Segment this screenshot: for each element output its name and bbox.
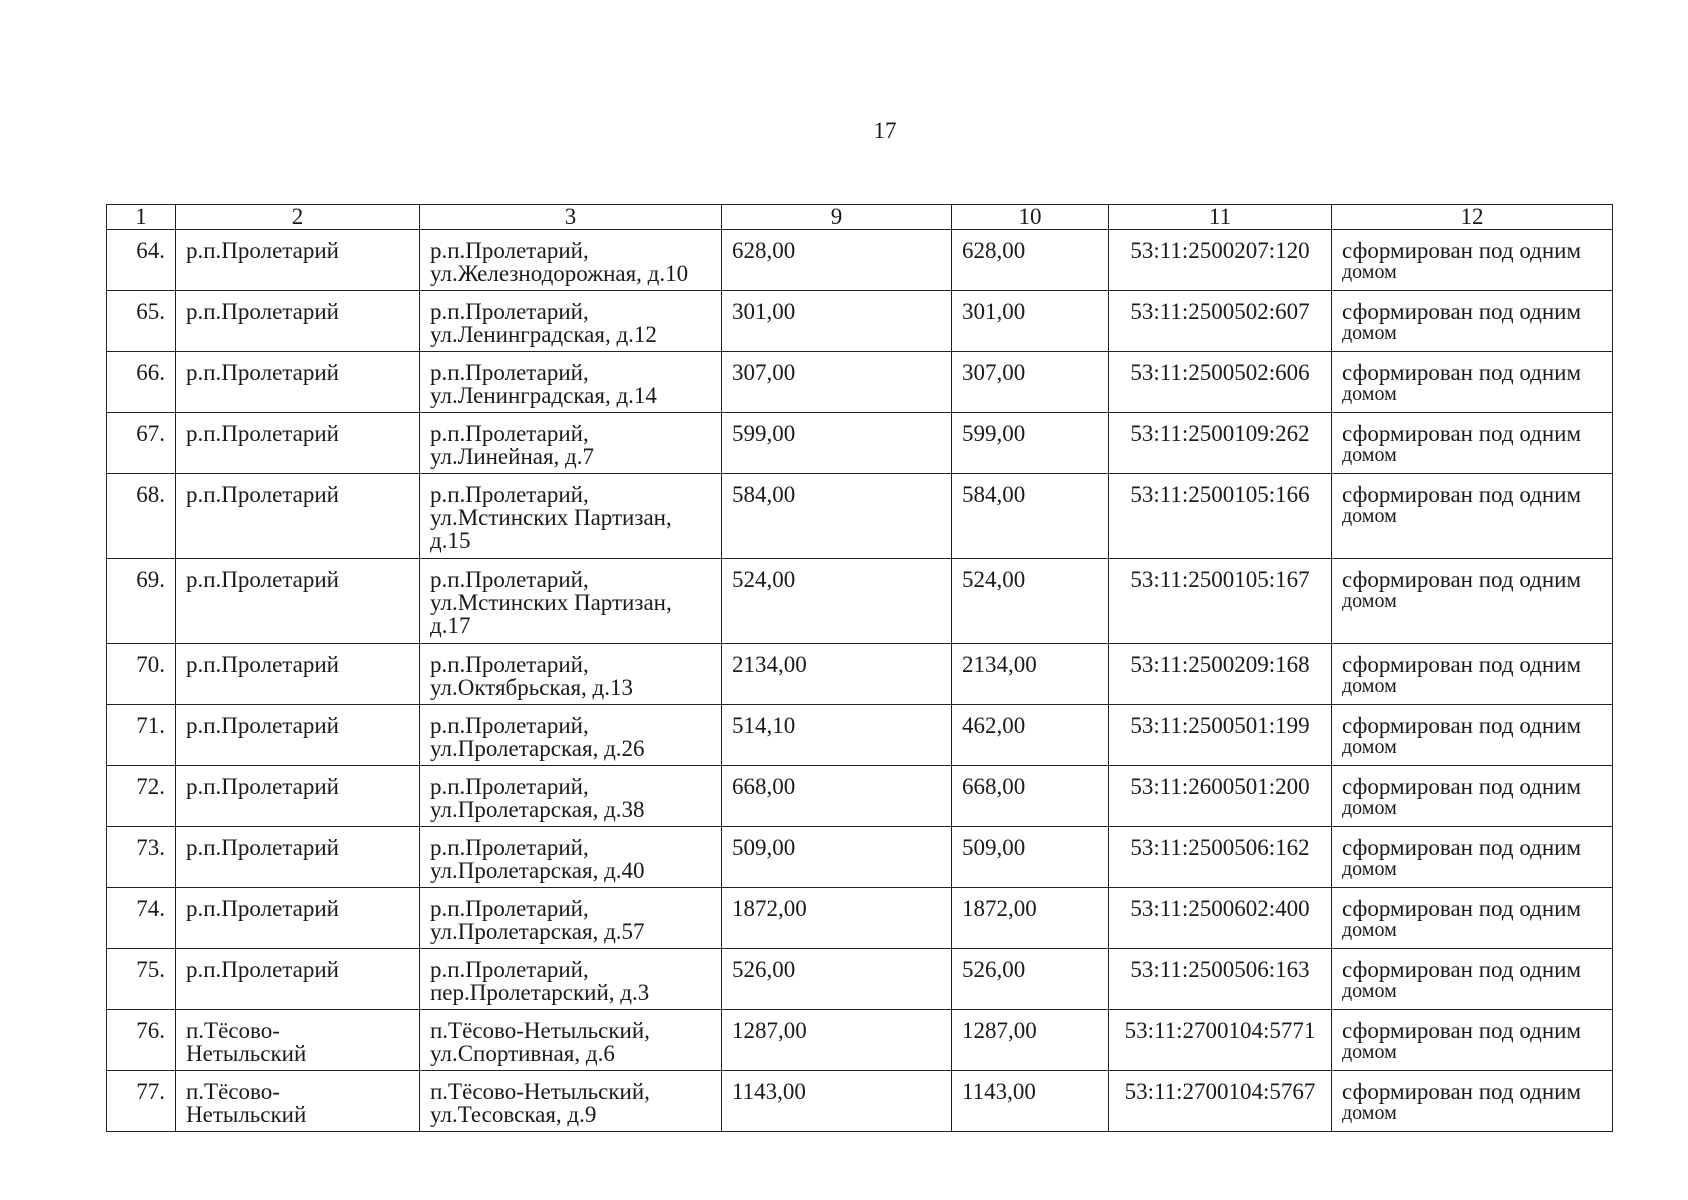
address-cell (420, 827, 722, 888)
column-header: 11 (1109, 205, 1332, 230)
settlement-line: р.п.Пролетарий (186, 360, 339, 385)
settlement-cell (176, 413, 420, 474)
address-cell (420, 766, 722, 827)
area-col9: 584,00 (722, 474, 952, 559)
status-cell (1332, 766, 1613, 827)
address-cell (420, 888, 722, 949)
address-cell (420, 1071, 722, 1132)
column-header: 3 (420, 205, 722, 230)
settlement-line: п.Тёсово- (186, 1018, 280, 1043)
address-line: р.п.Пролетарий, (430, 299, 589, 324)
row-number: 72. (107, 766, 176, 827)
address-cell (420, 644, 722, 705)
status-line: сформирован под одним (1342, 421, 1582, 446)
address-line: ул.Пролетарская, д.40 (430, 858, 645, 883)
status-cell (1332, 413, 1613, 474)
address-line: п.Тёсово-Нетыльский, (430, 1018, 650, 1043)
status-line: сформирован под одним (1342, 1079, 1582, 1104)
cadastral-number: 53:11:2500501:199 (1109, 705, 1332, 766)
area-col10: 526,00 (952, 949, 1109, 1010)
area-col10: 307,00 (952, 352, 1109, 413)
column-header: 9 (722, 205, 952, 230)
settlement-line: р.п.Пролетарий (186, 238, 339, 263)
area-col9: 1143,00 (722, 1071, 952, 1132)
address-line: ул.Ленинградская, д.14 (430, 383, 657, 408)
status-line: домом (1342, 322, 1397, 344)
area-col10: 668,00 (952, 766, 1109, 827)
address-line: пер.Пролетарский, д.3 (430, 980, 650, 1005)
address-cell (420, 352, 722, 413)
area-col10: 301,00 (952, 291, 1109, 352)
status-line: сформирован под одним (1342, 360, 1582, 385)
status-line: домом (1342, 675, 1397, 697)
address-cell (420, 230, 722, 291)
area-col10: 628,00 (952, 230, 1109, 291)
row-number: 70. (107, 644, 176, 705)
address-line: ул.Пролетарская, д.38 (430, 797, 645, 822)
status-line: домом (1342, 858, 1397, 880)
address-cell (420, 559, 722, 644)
settlement-cell (176, 1010, 420, 1071)
area-col10: 462,00 (952, 705, 1109, 766)
address-cell (420, 1010, 722, 1071)
address-line: п.Тёсово-Нетыльский, (430, 1079, 650, 1104)
table-row (107, 644, 1613, 705)
settlement-line: р.п.Пролетарий (186, 299, 339, 324)
area-col10: 599,00 (952, 413, 1109, 474)
cadastral-number: 53:11:2500506:162 (1109, 827, 1332, 888)
row-number: 74. (107, 888, 176, 949)
status-cell (1332, 1010, 1613, 1071)
table-row (107, 1071, 1613, 1132)
cadastral-number: 53:11:2700104:5767 (1109, 1071, 1332, 1132)
status-line: домом (1342, 797, 1397, 819)
area-col10: 1143,00 (952, 1071, 1109, 1132)
status-line: сформирован под одним (1342, 652, 1582, 677)
cadastral-number: 53:11:2500506:163 (1109, 949, 1332, 1010)
settlement-cell (176, 1071, 420, 1132)
status-line: домом (1342, 1102, 1397, 1124)
address-line: ул.Октябрьская, д.13 (430, 675, 633, 700)
table-row (107, 766, 1613, 827)
area-col9: 1872,00 (722, 888, 952, 949)
area-col9: 509,00 (722, 827, 952, 888)
address-cell (420, 705, 722, 766)
settlement-cell (176, 230, 420, 291)
table-row (107, 230, 1613, 291)
column-header: 10 (952, 205, 1109, 230)
status-line: сформирован под одним (1342, 482, 1582, 507)
status-cell (1332, 888, 1613, 949)
land-plots-table (106, 204, 1613, 1132)
settlement-cell (176, 644, 420, 705)
row-number: 69. (107, 559, 176, 644)
address-line: р.п.Пролетарий, (430, 835, 589, 860)
status-line: домом (1342, 505, 1397, 527)
status-line: сформирован под одним (1342, 774, 1582, 799)
table-row (107, 949, 1613, 1010)
address-cell (420, 949, 722, 1010)
settlement-cell (176, 474, 420, 559)
area-col9: 514,10 (722, 705, 952, 766)
area-col9: 524,00 (722, 559, 952, 644)
settlement-line: Нетыльский (186, 1102, 307, 1127)
status-line: сформирован под одним (1342, 1018, 1582, 1043)
status-line: домом (1342, 444, 1397, 466)
address-line: р.п.Пролетарий, (430, 482, 589, 507)
table-row (107, 291, 1613, 352)
table-row (107, 888, 1613, 949)
address-line: р.п.Пролетарий, (430, 360, 589, 385)
settlement-cell (176, 291, 420, 352)
cadastral-number: 53:11:2500207:120 (1109, 230, 1332, 291)
status-line: домом (1342, 1041, 1397, 1063)
row-number: 66. (107, 352, 176, 413)
status-cell (1332, 827, 1613, 888)
settlement-cell (176, 352, 420, 413)
status-cell (1332, 352, 1613, 413)
area-col10: 584,00 (952, 474, 1109, 559)
table-header-row (107, 205, 1613, 230)
table-row (107, 474, 1613, 559)
address-line: д.15 (430, 528, 471, 553)
area-col9: 526,00 (722, 949, 952, 1010)
area-col9: 301,00 (722, 291, 952, 352)
address-line: ул.Мстинских Партизан, (430, 505, 672, 530)
cadastral-number: 53:11:2500109:262 (1109, 413, 1332, 474)
area-col10: 1287,00 (952, 1010, 1109, 1071)
row-number: 73. (107, 827, 176, 888)
address-cell (420, 291, 722, 352)
table-row (107, 352, 1613, 413)
row-number: 76. (107, 1010, 176, 1071)
status-line: сформирован под одним (1342, 299, 1582, 324)
cadastral-number: 53:11:2500105:166 (1109, 474, 1332, 559)
column-header: 2 (176, 205, 420, 230)
address-line: ул.Линейная, д.7 (430, 444, 594, 469)
area-col10: 1872,00 (952, 888, 1109, 949)
settlement-cell (176, 766, 420, 827)
settlement-cell (176, 949, 420, 1010)
cadastral-number: 53:11:2500209:168 (1109, 644, 1332, 705)
cadastral-number: 53:11:2600501:200 (1109, 766, 1332, 827)
status-line: домом (1342, 736, 1397, 758)
address-line: р.п.Пролетарий, (430, 567, 589, 592)
address-line: ул.Пролетарская, д.26 (430, 736, 645, 761)
settlement-cell (176, 559, 420, 644)
settlement-cell (176, 705, 420, 766)
row-number: 68. (107, 474, 176, 559)
settlement-cell (176, 888, 420, 949)
status-line: сформирован под одним (1342, 567, 1582, 592)
cadastral-number: 53:11:2500502:607 (1109, 291, 1332, 352)
address-line: ул.Пролетарская, д.57 (430, 919, 645, 944)
address-line: р.п.Пролетарий, (430, 652, 589, 677)
address-line: р.п.Пролетарий, (430, 713, 589, 738)
status-line: домом (1342, 919, 1397, 941)
address-line: ул.Спортивная, д.6 (430, 1041, 615, 1066)
status-cell (1332, 1071, 1613, 1132)
status-cell (1332, 559, 1613, 644)
address-cell (420, 474, 722, 559)
column-header: 1 (107, 205, 176, 230)
table-row (107, 1010, 1613, 1071)
address-line: р.п.Пролетарий, (430, 957, 589, 982)
table-row (107, 705, 1613, 766)
row-number: 71. (107, 705, 176, 766)
cadastral-number: 53:11:2700104:5771 (1109, 1010, 1332, 1071)
status-line: сформирован под одним (1342, 713, 1582, 738)
cadastral-number: 53:11:2500502:606 (1109, 352, 1332, 413)
settlement-line: Нетыльский (186, 1041, 307, 1066)
address-line: ул.Ленинградская, д.12 (430, 322, 657, 347)
address-line: ул.Мстинских Партизан, (430, 590, 672, 615)
status-line: домом (1342, 590, 1397, 612)
address-line: р.п.Пролетарий, (430, 896, 589, 921)
address-line: д.17 (430, 613, 471, 638)
address-cell (420, 413, 722, 474)
settlement-line: р.п.Пролетарий (186, 421, 339, 446)
area-col9: 628,00 (722, 230, 952, 291)
table-row (107, 827, 1613, 888)
status-line: сформирован под одним (1342, 896, 1582, 921)
settlement-line: р.п.Пролетарий (186, 713, 339, 738)
status-line: домом (1342, 383, 1397, 405)
status-line: сформирован под одним (1342, 835, 1582, 860)
settlement-cell (176, 827, 420, 888)
area-col9: 307,00 (722, 352, 952, 413)
status-line: домом (1342, 261, 1397, 283)
address-line: ул.Железнодорожная, д.10 (430, 261, 689, 286)
area-col10: 509,00 (952, 827, 1109, 888)
status-cell (1332, 291, 1613, 352)
page-number: 17 (873, 118, 897, 143)
status-line: сформирован под одним (1342, 957, 1582, 982)
settlement-line: р.п.Пролетарий (186, 896, 339, 921)
cadastral-number: 53:11:2500602:400 (1109, 888, 1332, 949)
status-cell (1332, 230, 1613, 291)
area-col9: 599,00 (722, 413, 952, 474)
settlement-line: р.п.Пролетарий (186, 482, 339, 507)
row-number: 64. (107, 230, 176, 291)
address-line: р.п.Пролетарий, (430, 238, 589, 263)
settlement-line: р.п.Пролетарий (186, 652, 339, 677)
table-row (107, 559, 1613, 644)
column-header: 12 (1332, 205, 1613, 230)
area-col9: 2134,00 (722, 644, 952, 705)
settlement-line: р.п.Пролетарий (186, 957, 339, 982)
status-line: домом (1342, 980, 1397, 1002)
row-number: 75. (107, 949, 176, 1010)
row-number: 65. (107, 291, 176, 352)
settlement-line: р.п.Пролетарий (186, 774, 339, 799)
row-number: 67. (107, 413, 176, 474)
address-line: р.п.Пролетарий, (430, 774, 589, 799)
area-col10: 2134,00 (952, 644, 1109, 705)
settlement-line: п.Тёсово- (186, 1079, 280, 1104)
status-cell (1332, 644, 1613, 705)
settlement-line: р.п.Пролетарий (186, 567, 339, 592)
settlement-line: р.п.Пролетарий (186, 835, 339, 860)
area-col9: 1287,00 (722, 1010, 952, 1071)
address-line: р.п.Пролетарий, (430, 421, 589, 446)
address-line: ул.Тесовская, д.9 (430, 1102, 597, 1127)
area-col9: 668,00 (722, 766, 952, 827)
row-number: 77. (107, 1071, 176, 1132)
status-cell (1332, 474, 1613, 559)
status-cell (1332, 705, 1613, 766)
status-cell (1332, 949, 1613, 1010)
table-row (107, 413, 1613, 474)
status-line: сформирован под одним (1342, 238, 1582, 263)
area-col10: 524,00 (952, 559, 1109, 644)
table-body (107, 230, 1613, 1132)
cadastral-number: 53:11:2500105:167 (1109, 559, 1332, 644)
